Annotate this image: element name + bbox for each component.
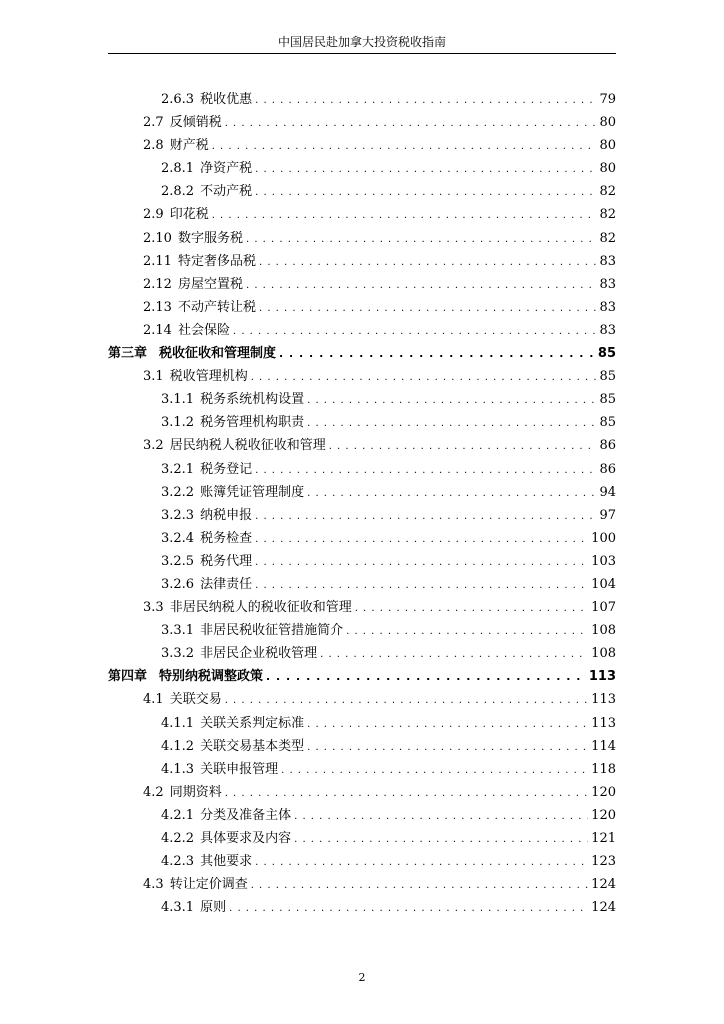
toc-entry[interactable] (108, 827, 616, 850)
toc-entry-title: 非居民企业税收管理 (200, 646, 318, 662)
toc-entry-page: 123 (591, 854, 616, 870)
toc-entry-page: 108 (591, 623, 616, 639)
dot-leader (212, 203, 597, 227)
toc-entry-page: 85 (597, 346, 616, 362)
toc-entry[interactable] (108, 642, 616, 665)
toc-entry-number: 2.8 (143, 138, 164, 154)
dot-leader (259, 296, 596, 320)
toc-entry[interactable] (108, 735, 616, 758)
toc-entry-page: 97 (599, 507, 616, 523)
toc-entry-number: 3.2.5 (161, 553, 195, 569)
dot-leader (355, 596, 588, 620)
toc-entry-title: 关联关系判定标准 (200, 715, 305, 731)
dot-leader (255, 850, 588, 874)
toc-entry-page: 83 (599, 299, 616, 315)
toc-entry[interactable] (108, 273, 616, 296)
toc-entry-page: 114 (591, 738, 616, 754)
toc-entry-number: 3.1 (143, 369, 164, 385)
toc-entry-page: 83 (599, 276, 616, 292)
toc-entry-title: 特别纳税调整政策 (159, 669, 264, 685)
toc-entry-number: 4.1.2 (161, 738, 195, 754)
toc-entry-title: 关联交易基本类型 (200, 738, 305, 754)
toc-entry-number: 3.1.1 (161, 392, 195, 408)
toc-entry-title: 财产税 (169, 138, 209, 154)
toc-entry-page: 120 (591, 784, 616, 800)
toc-entry-number: 3.2.2 (161, 484, 195, 500)
toc-entry[interactable] (108, 157, 616, 180)
toc-entry-title: 转让定价调查 (169, 877, 248, 893)
toc-entry-page: 121 (591, 831, 616, 846)
toc-entry-number: 2.9 (143, 207, 164, 223)
toc-entry-title: 净资产税 (200, 161, 253, 177)
toc-entry-page: 80 (599, 161, 616, 177)
dot-leader (255, 573, 588, 597)
toc-entry[interactable] (108, 573, 616, 596)
toc-entry[interactable] (108, 434, 616, 457)
toc-entry-page: 107 (591, 600, 616, 616)
dot-leader (255, 550, 588, 574)
toc-entry-page: 80 (599, 138, 616, 154)
dot-leader (320, 642, 588, 666)
toc-entry-page: 82 (599, 207, 616, 223)
toc-entry[interactable] (108, 365, 616, 388)
dot-leader (233, 319, 596, 343)
dot-leader (266, 665, 586, 688)
toc-entry-number: 4.2 (143, 784, 164, 800)
dot-leader (329, 434, 597, 458)
toc-entry-page: 94 (599, 484, 616, 500)
toc-entry-number: 2.11 (143, 253, 172, 269)
toc-entry-title: 关联申报管理 (200, 761, 279, 777)
toc-entry-title: 关联交易 (169, 692, 222, 708)
toc-entry-page: 85 (599, 392, 616, 408)
toc-entry-title: 税务系统机构设置 (200, 392, 305, 408)
toc-entry[interactable] (108, 758, 616, 781)
toc-entry-title: 税务登记 (200, 461, 253, 477)
dot-leader (251, 365, 597, 389)
toc-entry[interactable] (108, 804, 616, 827)
dot-leader (212, 134, 597, 158)
toc-entry[interactable] (108, 596, 616, 619)
toc-entry-number: 4.2.1 (161, 807, 195, 823)
toc-entry-title: 税务检查 (200, 530, 253, 546)
toc-entry-page: 83 (599, 253, 616, 269)
toc-entry-page: 86 (599, 438, 616, 454)
toc-entry-title: 房屋空置税 (177, 276, 243, 292)
toc-entry[interactable] (108, 458, 616, 481)
toc-entry-number: 4.1.1 (161, 715, 195, 731)
toc-entry-title: 非居民税收征管措施简介 (200, 623, 344, 639)
toc-entry[interactable] (108, 550, 616, 573)
toc-entry[interactable] (108, 873, 616, 896)
toc-entry-page: 124 (591, 877, 616, 893)
toc-entry-number: 3.2.4 (161, 530, 195, 546)
toc-entry-title: 原则 (200, 900, 227, 916)
toc-entry-page: 103 (591, 553, 616, 569)
dot-leader (346, 619, 588, 643)
toc-entry-page: 113 (591, 715, 616, 731)
dot-leader (246, 227, 596, 251)
toc-entry-page: 120 (591, 807, 616, 823)
toc-entry[interactable] (108, 411, 616, 434)
toc-entry-title: 同期资料 (169, 784, 222, 800)
toc-entry-title: 居民纳税人税收征收和管理 (169, 438, 326, 454)
toc-entry[interactable] (108, 712, 616, 735)
toc-entry[interactable] (108, 134, 616, 157)
toc-entry[interactable] (108, 388, 616, 411)
dot-leader (255, 180, 596, 204)
toc-entry-page: 124 (591, 900, 616, 916)
toc-entry-page: 79 (599, 92, 616, 107)
dot-leader (307, 388, 596, 412)
dot-leader (294, 804, 588, 828)
dot-leader (225, 688, 588, 712)
toc-entry-number: 4.2.3 (161, 854, 195, 870)
toc-entry-page: 85 (599, 415, 616, 431)
toc-entry[interactable] (108, 111, 616, 134)
toc-entry-page: 82 (599, 230, 616, 246)
dot-leader (279, 342, 595, 365)
toc-entry-page: 80 (599, 115, 616, 131)
toc-entry[interactable] (108, 250, 616, 273)
toc-entry-title: 税务代理 (200, 553, 253, 569)
dot-leader (294, 827, 588, 851)
toc-entry-page: 104 (591, 576, 616, 592)
toc-entry[interactable] (108, 896, 616, 919)
toc-entry[interactable] (108, 688, 616, 711)
toc-entry-title: 非居民纳税人的税收征收和管理 (169, 600, 352, 616)
toc-entry-number: 2.14 (143, 322, 172, 338)
toc-entry-number: 3.3.1 (161, 623, 195, 639)
toc-entry-number: 2.8.1 (161, 161, 195, 177)
toc-entry-title: 不动产转让税 (177, 299, 256, 315)
toc-entry-number: 2.13 (143, 299, 172, 315)
toc-entry[interactable] (108, 227, 616, 250)
toc-chapter-entry[interactable] (108, 342, 616, 365)
toc-entry-page: 118 (591, 761, 616, 777)
dot-leader (246, 273, 596, 297)
toc-entry[interactable] (108, 319, 616, 342)
toc-entry-title: 特定奢侈品税 (177, 253, 256, 269)
toc-entry-page: 82 (599, 184, 616, 200)
toc-entry-number: 4.3.1 (161, 900, 195, 916)
toc-entry-title: 印花税 (169, 207, 209, 223)
toc-entry[interactable] (108, 180, 616, 203)
toc-entry-number: 第四章 (108, 669, 148, 685)
toc-entry-title: 不动产税 (200, 184, 253, 200)
toc-entry[interactable] (108, 203, 616, 226)
toc-entry-number: 4.1.3 (161, 761, 195, 777)
toc-entry-page: 113 (588, 669, 616, 685)
running-header: 中国居民赴加拿大投资税收指南 (277, 35, 446, 49)
toc-entry-number: 3.3 (143, 600, 164, 616)
dot-leader (225, 111, 597, 135)
toc-entry-number: 4.2.2 (161, 831, 195, 846)
toc-entry-page: 108 (591, 646, 616, 662)
dot-leader (307, 411, 596, 435)
toc-entry[interactable] (108, 296, 616, 319)
dot-leader (255, 157, 596, 181)
toc-entry-number: 3.2.3 (161, 507, 195, 523)
toc-entry-title: 其他要求 (200, 854, 253, 870)
toc-entry-number: 2.6.3 (161, 92, 195, 107)
dot-leader (225, 781, 588, 805)
dot-leader (255, 527, 588, 551)
toc-entry-number: 2.7 (143, 115, 164, 131)
table-of-contents (108, 88, 616, 919)
toc-entry-number: 3.2.6 (161, 576, 195, 592)
toc-entry-number: 2.12 (143, 276, 172, 292)
toc-entry-title: 纳税申报 (200, 507, 253, 523)
dot-leader (307, 481, 596, 505)
dot-leader (307, 735, 588, 759)
toc-entry-number: 2.8.2 (161, 184, 195, 200)
dot-leader (251, 873, 588, 897)
toc-entry-page: 85 (599, 369, 616, 385)
header-rule (108, 53, 616, 54)
toc-entry-page: 83 (599, 322, 616, 338)
toc-entry-number: 2.10 (143, 230, 172, 246)
toc-entry-title: 数字服务税 (177, 230, 243, 246)
dot-leader (229, 896, 588, 920)
toc-entry-page: 100 (591, 530, 616, 546)
toc-entry[interactable] (108, 481, 616, 504)
toc-entry[interactable] (108, 88, 616, 111)
toc-entry-number: 3.3.2 (161, 646, 195, 662)
dot-leader (281, 758, 588, 782)
toc-entry[interactable] (108, 781, 616, 804)
toc-entry[interactable] (108, 619, 616, 642)
toc-entry-number: 第三章 (108, 346, 148, 362)
toc-chapter-entry[interactable] (108, 665, 616, 688)
dot-leader (255, 88, 596, 112)
toc-entry-number: 3.1.2 (161, 415, 195, 431)
toc-entry-number: 3.2.1 (161, 461, 195, 477)
toc-entry-page: 113 (591, 692, 616, 708)
toc-entry-page: 86 (599, 461, 616, 477)
toc-entry-title: 税收优惠 (200, 92, 253, 107)
page-number: 2 (358, 971, 366, 984)
dot-leader (307, 712, 588, 736)
toc-entry-title: 分类及准备主体 (200, 807, 292, 823)
toc-entry-title: 税务管理机构职责 (200, 415, 305, 431)
toc-entry-title: 法律责任 (200, 576, 253, 592)
toc-entry[interactable] (108, 527, 616, 550)
toc-entry-title: 税收管理机构 (169, 369, 248, 385)
dot-leader (255, 458, 596, 482)
toc-entry-number: 4.3 (143, 877, 164, 893)
dot-leader (255, 504, 596, 528)
toc-entry-title: 账簿凭证管理制度 (200, 484, 305, 500)
toc-entry-title: 反倾销税 (169, 115, 222, 131)
toc-entry-title: 社会保险 (177, 322, 230, 338)
toc-entry-title: 税收征收和管理制度 (159, 346, 277, 362)
toc-entry-title: 具体要求及内容 (200, 831, 292, 846)
toc-entry[interactable] (108, 504, 616, 527)
toc-entry-number: 3.2 (143, 438, 164, 454)
toc-entry-number: 4.1 (143, 692, 164, 708)
dot-leader (259, 250, 596, 274)
toc-entry[interactable] (108, 850, 616, 873)
